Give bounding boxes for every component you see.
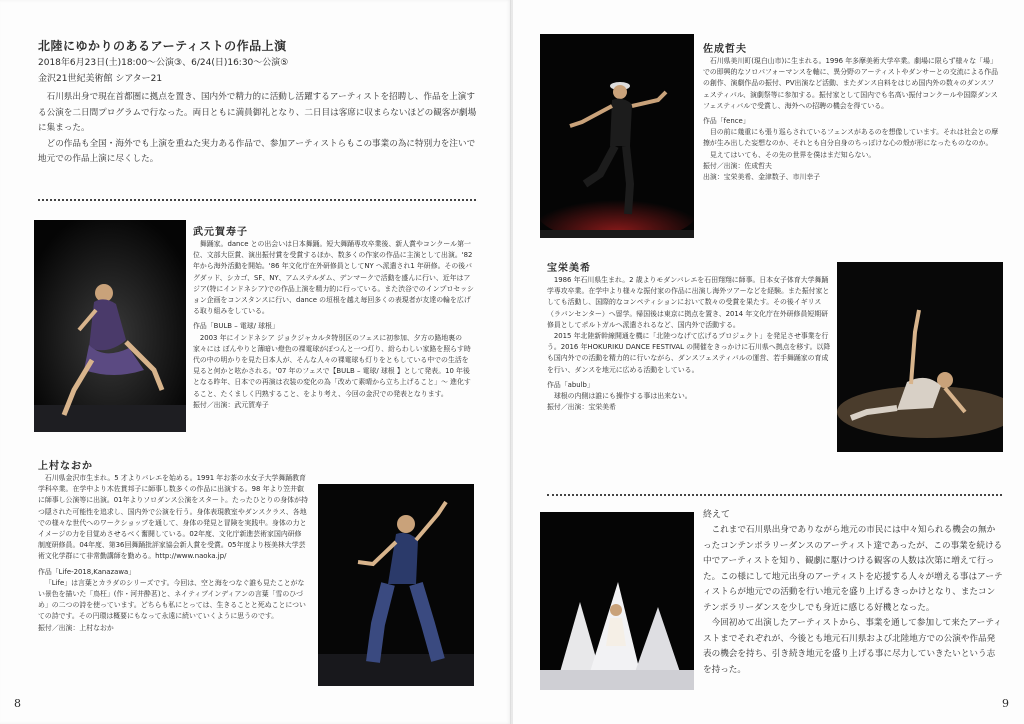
section-heading: 北陸にゆかりのあるアーティストの作品上演 xyxy=(38,39,287,53)
artist-bio: 石川県美川町(現白山市)に生まれる。1996 年多摩美術大学卒業。劇場に限らず様々な「場」での即興的なソロパフォーマンスを軸に、異分野のアーティストやダンサーとの交流による作品の創作、演劇作品の振付、PV出演など活動、またダンス自料をはじめ国内外の数々のダンスフェスティバル、演劇祭等に参加する。振付家として国内でも名高い振付コンクールや国際ダンスフェスティバルで受賞し、海外への招聘の機会を得ている。 作品「fence」 目の前に幾重にも張り巡らされているフェンスがあるのを想像しています。それは社会との摩擦が生み出した妄想なのか、それとも自分自身のちっぽけな心の殻が形になったものなのか。 見えてはいても、その先の世界を僕はまだ知らない。 振付／出演：佐成哲夫 出演：宝栄美希、金津数子、市川幸子 xyxy=(703,56,999,183)
right-page xyxy=(513,0,1024,724)
work-credit: 振付／出演：宝栄美希 xyxy=(547,403,616,412)
performance-dates: 2018年6月23日(土)18:00～公演③、6/24(日)16:30～公演⑤ xyxy=(38,58,289,68)
section-divider xyxy=(547,494,1002,496)
work-description: 「Life」は言葉とカラダのシリーズです。今回は、空と海をつなぐ誰も見たことがない景色を描いた「鳥枉」(作・河井酔茗)と、ネイティブインディアンの言葉「雪のひづめ」の二つの詩を使っています。どちらも私にとっては、生きることと死ぬことについての詩です。その円環は概要にもなって永遠に続いていくように思うのです。 xyxy=(38,578,306,621)
dancer-photo xyxy=(34,220,186,432)
work-description: 球根の内側は誰にも操作する事は出来ない。 xyxy=(553,392,692,401)
dancer-photo xyxy=(540,34,694,238)
artist-bio: 石川県金沢市生まれ。5 才よりバレエを始める。1991 年お茶の水女子大学舞踊教育学科卒業。在学中より木佐貫邦子に師事し数多くの作品に出演する。98 年より笠井叡に師事し公演等に出演。01年よりソロダンス公演をスタート。たったひとりの身体が持つ隠された可能性を追求し、国内外で公演を行う。身体表現教室やダンスクラス、各地での様々な世代へのワークショップを通して、身体の発見と冒険を実践中。身体の力とイメージの力を目覚めさせるべく奮闘している。02年度、文化庁新進芸術家国内研修制度研修員。04年度、第36回舞踊批評家協会新人賞を受賞。05年度より桜美林大学芸術文化学群にて非常勤講師を勤める。http://www.naoka.jp/ 作品「Life-2018,Kanazawa」 「Life」は言葉とカラダのシリーズです。今回は、空と海をつなぐ誰も見たことがない景色を描いた「鳥枉」(作・河井酔茗)と、ネイティブインディアンの言葉「雪のひづめ」の二つの詩を使っています。どちらも私にとっては、生きることと死ぬことについての詩です。その円環は概要にもなって永遠に続いていくように思うのです。 振付／出演：上村なおか xyxy=(38,473,308,634)
dancer-photo xyxy=(837,262,1003,452)
work-description: 目の前に幾重にも張り巡らされているフェンスがあるのを想像しています。それは社会との摩擦が生み出した妄想なのか、それとも自分自身のちっぽけな心の殻が形になったものなのか。 xyxy=(703,128,999,148)
work-title: 作品「BULB – 電球/ 球根」 xyxy=(193,322,279,331)
work-credit: 振付／出演：上村なおか xyxy=(38,623,114,632)
artist-bio: 舞踊家。dance との出会いは日本舞踊。短大舞踊専攻卒業後、新人賞やコンクール第一位、文部大臣賞、演出振付賞を受賞するほか、数多くの作家の作品に主演として出演。'82 年から海外活動を開始。'86 年文化庁在外研修員としてNY へ派遣され1 年研修。その後バグダッド、シカゴ、SF、NY、アムステルダム、デンマークで活動を盛んに行い、近年はアジア(特にインドネシア)での作品上演を精力的に行っている。また渋谷でのインプロセッション企画をコンスタンスに行い、dance の垣根を越え毎回多くの表現者が友達の輪を広げる取り組みをしている。 作品「BULB – 電球/ 球根」 2003 年にインドネシア ジョクジャカルタ特別区のフェスに初参加、夕方の路地裏の家々には ぼんやりと薄暗い燈色の裸電球がぽつんと一つ灯り、紛らわしい家路を照らす時代の中の明かりを見た日本人が、そんな人々の裸電球も灯りをともしている中での生活を見ると何かと呟かされる。'07 年のフェスで【BULB – 電球/ 球根 】として発表。10 年後となる昨年、日本での再演は衣装の変化の為「改めて素晴から立ち上げること」～ 進化すること、たくましく円熟すること、をより考え、今回の金沢での発表となります。 振付／出演：武元賀寿子 xyxy=(193,239,475,411)
left-page xyxy=(0,0,511,724)
work-title: 作品「fence」 xyxy=(703,117,750,126)
dancer-photo xyxy=(318,484,474,686)
artist-bio: 1986 年石川県生まれ。2 歳よりモダンバレエを石田翔翔に師事。日本女子体育大学舞踊学専攻卒業。在学中より様々な振付家の作品に出演し海外ツアーなどを経験。また振付家としても活動し、国際的なコンペティションにおいて数々の受賞を果たす。その後イギリス（ラバンセンター）へ留学。帰国後は東京に拠点を置き、2014 年文化庁在外研修員短期研修員としてポルトガルへ派遣されるなど、国内外で活動する。 2015 年北陸新幹線開通を機に「北陸つなげて広げるプロジェクト」を発足させ事業を行う。2016 年HOKURIKU DANCE FESTIVAL の開催をきっかけに石川県へ拠点を移す。以降も国内外での活動を精力的に行いながら、ダンスフェスティバルの運営、若手舞踊家の育成を行い、ダンスを地元に広める活動をしている。 作品「abulb」 球根の内側は誰にも操作する事は出来ない。 振付／出演：宝栄美希 xyxy=(547,275,833,413)
work-description: 2003 年にインドネシア ジョクジャカルタ特別区のフェスに初参加、夕方の路地裏の家々には ぼんやりと薄暗い燈色の裸電球がぽつんと一つ灯り、紛らわしい家路を照らす時代の中の明かりを見た日本人が、そんな人々の裸電球も灯りをともしている中での生活を見ると何かと呟かされる。'07 年のフェスで【BULB – 電球/ 球根 】として発表。10 年後となる昨年、日本での再演は衣装の変化の為「改めて素晴から立ち上げること」～ 進化すること、たくましく円熟すること、をより考え、今回の金沢での発表となります。 xyxy=(193,333,471,398)
intro-paragraph: 石川県出身で現在首都圏に拠点を置き、国内外で精力的に活動し活躍するアーティストを招聘し、作品を上演する公演を二日間プログラムで行なった。両日ともに満員御礼となり、二日目は客席に収まらないほどの観客が劇場に集まった。 xyxy=(38,92,477,133)
work-credit: 振付／出演：佐成哲夫 xyxy=(703,161,772,170)
venue: 金沢21世紀美術館 シアター21 xyxy=(38,74,163,84)
stage-photo xyxy=(540,512,694,690)
work-title: 作品「abulb」 xyxy=(547,380,594,389)
artist-name: 上村なおか xyxy=(38,461,93,472)
closing-label: 終えて xyxy=(703,510,731,520)
artist-name: 武元賀寿子 xyxy=(193,227,248,238)
artist-name: 宝栄美希 xyxy=(547,263,591,274)
closing-paragraph: 今回初めて出演したアーティストから、事業を通して参加して来たアーティストまでそれぞれが、今後とも地元石川県および北陸地方での公演や作品発表の機会を持ち、引き続き地元を盛り上げる事に尽力していきたいという志を持った。 xyxy=(703,618,1002,675)
page-number: 8 xyxy=(14,697,21,710)
section-divider xyxy=(38,199,476,201)
intro-paragraph: どの作品も全国・海外でも上演を重ねた実力ある作品で、参加アーティストらもこの事業の為に特別力を注いで地元での作品上演に尽くした。 xyxy=(38,138,476,164)
work-credit: 振付／出演：武元賀寿子 xyxy=(193,400,269,409)
work-title: 作品「Life-2018,Kanazawa」 xyxy=(38,567,136,576)
closing-section xyxy=(703,508,1003,678)
work-credit: 出演：宝栄美希、金津数子、市川幸子 xyxy=(703,173,821,182)
page-number: 9 xyxy=(1002,697,1009,710)
artist-name: 佐成哲夫 xyxy=(703,44,747,55)
closing-paragraph: これまで石川県出身でありながら地元の市民には中々知られる機会の無かったコンテンポラリーダンスのアーティスト達であったが、この事業を続ける中でアーティストを知り、観劇に駆けつける観客の人数は次第に増えて行った。この様にして地元出身のアーティストを応援する人々が増える事はアーティストらが地元での活動を行い地元を盛り上げるきっかけとなり、またコンテンポラリーダンスを少しでも身近に感じる好機となった。 xyxy=(703,525,1003,613)
work-description: 見えてはいても、その先の世界を僕はまだ知らない。 xyxy=(709,150,876,159)
intro xyxy=(38,90,478,168)
